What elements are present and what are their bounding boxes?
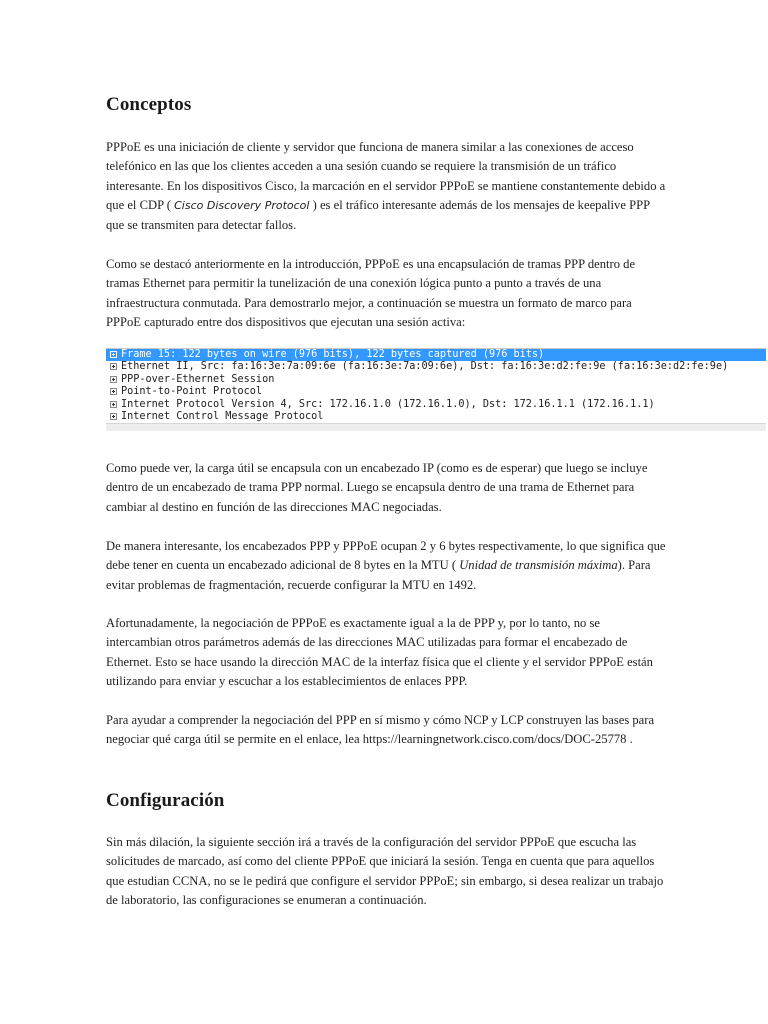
paragraph-mtu: [106, 537, 666, 595]
para4-italic-mtu: Unidad de transmisión máxima: [459, 558, 618, 573]
expand-icon[interactable]: [110, 376, 117, 383]
paragraph-encapsulation: Como se destacó anteriormente en la introducción, PPPoE es una encapsulación de tramas PPP dentro de tramas Ethernet para permitir la tunelización de una conexión lógica punto a punto a través de una infraestructura conmutada. Para demostrarlo mejor, a continuación se muestra un formato de marco para PPPoE capturado entre dos dispositivos que ejecutan una sesión activa:: [106, 257, 636, 330]
heading-conceptos: Conceptos: [106, 94, 192, 115]
capture-scrollbar[interactable]: [106, 423, 766, 431]
expand-icon[interactable]: [110, 363, 117, 370]
para1-text: PPPoE es una iniciación de cliente y servidor que funciona de manera similar a las conexiones de acceso telefónico en las que los clientes acceden a una sesión cuando se requiere la transmisión de un tráfico interesante. En los dispositivos Cisco, la marcación en el servidor PPPoE se mantiene constantemente debido a que el CDP (: [106, 140, 666, 213]
paragraph-payload: Como puede ver, la carga útil se encapsula con un encabezado IP (como es de esperar) que luego se incluye dentro de un encabezado de trama PPP normal. Luego se encapsula dentro de una trama de Ethernet para cambiar al destino en función de las direcciones MAC negociadas.: [106, 461, 648, 514]
paragraph-configuration: Sin más dilación, la siguiente sección irá a través de la configuración del servidor PPPoE que escucha las solicitudes de marcado, así como del cliente PPPoE que iniciará la sesión. Tenga en cuenta que para aquellos que estudian CCNA, no se le pedirá que configure el servidor PPPoE; sin embargo, si desea realizar un trabajo de laboratorio, las configuraciones se enumeran a continuación.: [106, 835, 664, 908]
capture-row-ipv4[interactable]: [106, 399, 766, 411]
paragraph-pppoe-intro: [106, 138, 666, 235]
paragraph-negotiation: Afortunadamente, la negociación de PPPoE es exactamente igual a la de PPP y, por lo tanto, no se intercambian otros parámetros además de las direcciones MAC utilizadas para formar el encabezado de Ethernet. Esto se hace usando la dirección MAC de la interfaz física que el cliente y el servidor PPPoE están utilizando para enviar y escuchar a los establecimientos de enlaces PPP.: [106, 616, 653, 689]
para4-text-end: ). Para evitar problemas de fragmentación, recuerde configurar la MTU en 1492.: [106, 558, 651, 592]
capture-row-ethernet[interactable]: [106, 361, 766, 373]
para1-text-end: ) es el tráfico interesante además de los mensajes de keepalive PPP que se transmiten para detectar fallos.: [106, 198, 650, 232]
expand-icon[interactable]: [110, 401, 117, 408]
capture-row-text: Frame 15: 122 bytes on wire (976 bits), 122 bytes captured (976 bits): [121, 349, 545, 360]
capture-row-text: Ethernet II, Src: fa:16:3e:7a:09:6e (fa:16:3e:7a:09:6e), Dst: fa:16:3e:d2:fe:9e (fa:16:3e:d2:fe:9e): [121, 361, 729, 373]
packet-capture-panel: [106, 348, 766, 431]
capture-row-frame[interactable]: [106, 349, 766, 361]
capture-row-text: Internet Protocol Version 4, Src: 172.16.1.0 (172.16.1.0), Dst: 172.16.1.1 (172.16.1.1): [121, 398, 655, 410]
capture-row-pppoe[interactable]: [106, 374, 766, 386]
capture-row-ppp[interactable]: [106, 386, 766, 398]
capture-row-text: Internet Control Message Protocol: [121, 410, 324, 422]
capture-row-text: PPP-over-Ethernet Session: [121, 373, 275, 385]
expand-icon[interactable]: [110, 351, 117, 358]
paragraph-reference: Para ayudar a comprender la negociación del PPP en sí mismo y cómo NCP y LCP construyen las bases para negociar qué carga útil se permite en el enlace, lea https://learningnetwork.cisco.com/docs/DOC-25778 .: [106, 713, 655, 747]
para1-italic-cdp: Cisco Discovery Protocol: [174, 199, 310, 213]
heading-configuracion: Configuración: [106, 790, 225, 811]
capture-row-icmp[interactable]: [106, 411, 766, 423]
capture-row-text: Point-to-Point Protocol: [121, 386, 263, 398]
expand-icon[interactable]: [110, 388, 117, 395]
expand-icon[interactable]: [110, 413, 117, 420]
para4-text: De manera interesante, los encabezados PPP y PPPoE ocupan 2 y 6 bytes respectivamente, lo que significa que debe tener en cuenta un encabezado adicional de 8 bytes en la MTU (: [106, 539, 666, 573]
